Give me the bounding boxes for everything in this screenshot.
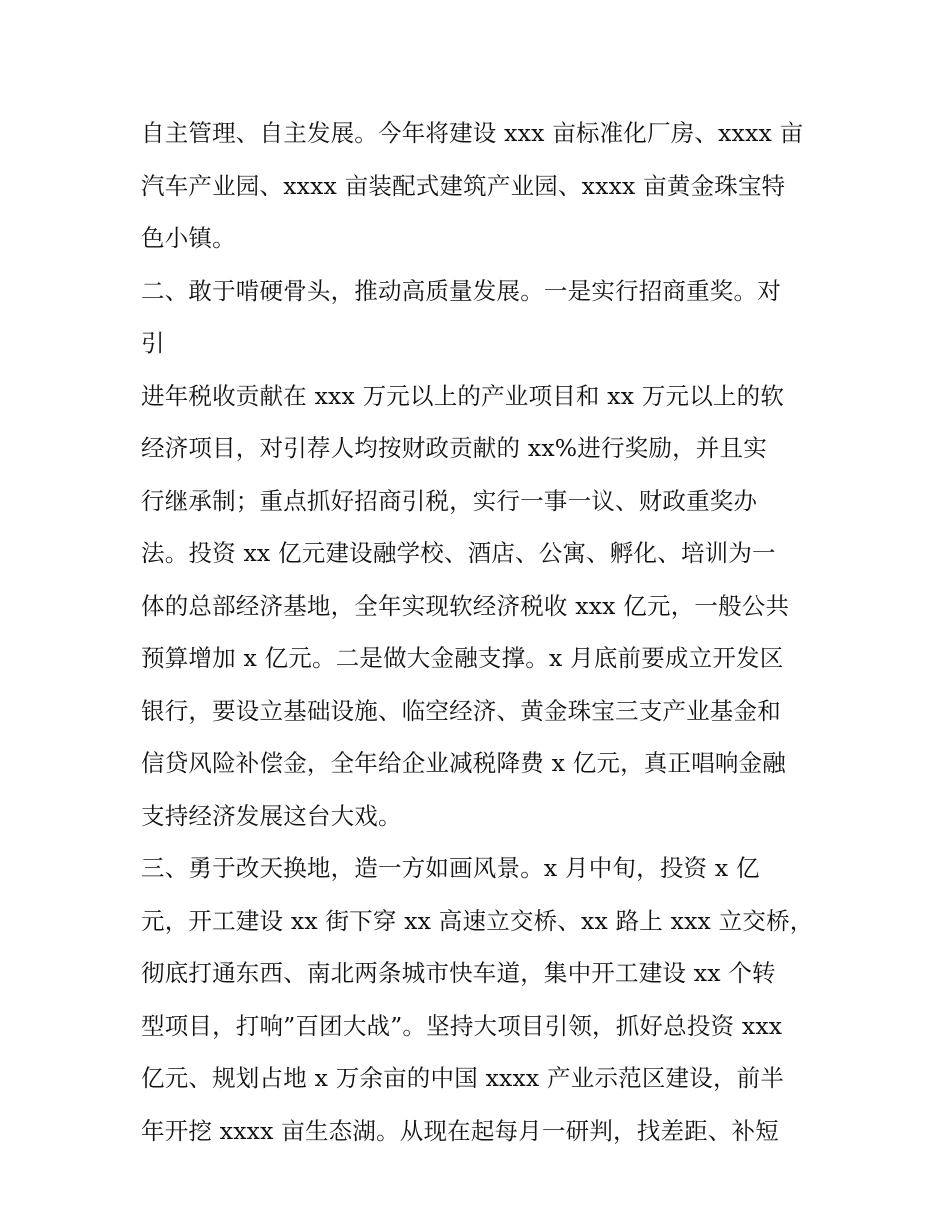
section-heading-line: 三、勇于改天换地，造一方如画风景。x 月中旬，投资 x 亿 [141, 854, 760, 882]
text-line: 引 [141, 329, 165, 357]
text-line: 预算增加 x 亿元。二是做大金融支撑。x 月底前要成立开发区 [141, 644, 784, 672]
text-line: 亿元、规划占地 x 万余亩的中国 xxxx 产业示范区建设，前半 [141, 1064, 785, 1092]
text-line: 汽车产业园、xxxx 亩装配式建筑产业园、xxxx 亩黄金珠宝特 [141, 171, 786, 200]
text-line: 年开挖 xxxx 亩生态湖。从现在起每月一研判，找差距、补短 [141, 1116, 779, 1145]
text-line: 信贷风险补偿金，全年给企业减税降费 x 亿元，真正唱响金融 [141, 749, 786, 777]
text-line: 行继承制；重点抓好招商引税，实行一事一议、财政重奖办 [141, 486, 758, 515]
text-line: 支持经济发展这台大戏。 [141, 801, 402, 830]
text-line: 自主管理、自主发展。今年将建设 xxx 亩标准化厂房、xxxx 亩 [141, 119, 804, 147]
text-line: 进年税收贡献在 xxx 万元以上的产业项目和 xx 万元以上的软 [141, 381, 785, 410]
text-line: 型项目，打响”百团大战”。坚持大项目引领，抓好总投资 xxx [141, 1011, 783, 1040]
text-line: 色小镇。 [141, 224, 236, 252]
text-line: 元，开工建设 xx 街下穿 xx 高速立交桥、xx 路上 xxx 立交桥， [141, 906, 814, 935]
section-heading-line: 二、敢于啃硬骨头，推动高质量发展。一是实行招商重奖。对 [141, 276, 781, 305]
text-line: 经济项目，对引荐人均按财政贡献的 xx%进行奖励，并且实 [141, 434, 767, 462]
text-line: 体的总部经济基地，全年实现软经济税收 xxx 亿元，一般公共 [141, 591, 790, 620]
text-line: 法。投资 xx 亿元建设融学校、酒店、公寓、孵化、培训为一 [141, 539, 776, 567]
text-line: 银行，要设立基础设施、临空经济、黄金珠宝三支产业基金和 [141, 696, 781, 725]
document-body [141, 107, 821, 1157]
text-line: 彻底打通东西、南北两条城市快车道，集中开工建设 xx 个转 [141, 959, 776, 987]
